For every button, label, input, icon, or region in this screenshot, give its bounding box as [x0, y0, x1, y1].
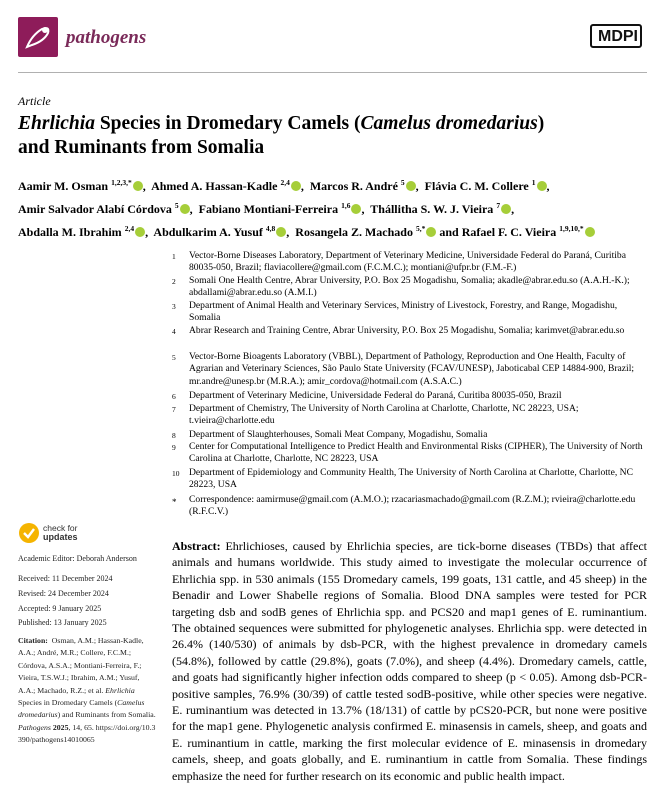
orcid-icon[interactable] [276, 227, 286, 237]
affiliation: Department of Epidemiology and Community Health, The University of North Carolina at Charlotte, Charlotte, NC 28223, USA [189, 467, 633, 491]
affiliation-number: 4 [172, 327, 176, 336]
accepted-date: Accepted: 9 January 2025 [18, 604, 102, 613]
affiliation-number: 2 [172, 277, 176, 286]
correspondence: Correspondence: aamirmuse@gmail.com (A.M.O.); rzacariasmachado@gmail.com (R.Z.M.); rvieira@charlotte.edu (R.F.C.V.) [189, 494, 636, 518]
author[interactable]: Flávia C. M. Collere $^1$ [424, 178, 536, 193]
author[interactable]: Amir Salvador Alabí Córdova $^5$ [18, 201, 179, 216]
publisher-name: MDPI [598, 28, 638, 45]
affiliation-number: 10 [172, 469, 180, 478]
orcid-icon[interactable] [291, 181, 301, 191]
journal-name[interactable]: pathogens [66, 27, 147, 48]
affiliation: Center for Computational Intelligence to Predict Health and Environmental Risks (CIPHER), The University of North Carolina at Charlotte, Charlotte, NC 28223, USA [189, 441, 643, 465]
orcid-icon[interactable] [351, 204, 361, 214]
article-type: Article [18, 94, 51, 108]
title-genus: Ehrlichia [18, 113, 95, 134]
citation-text: Osman, A.M.; Hassan-Kadle, A.A.; André, M.R.; Collere, F.C.M.; Córdova, A.S.A.; Montiani-Ferreira, F.; Vieira, T.S.W.J.; Ibrahim, A.M.; Yusuf, A.A.; Machado, R.Z.; et al. [18, 636, 144, 695]
author[interactable]: Abdulkarim A. Yusuf $^{4,8}$ [153, 224, 276, 239]
header-divider [18, 72, 647, 73]
author[interactable]: Ahmed A. Hassan-Kadle $^{2,4}$ [151, 178, 290, 193]
check-updates-icon [18, 522, 40, 544]
affiliation: Vector-Borne Bioagents Laboratory (VBBL), Department of Pathology, Reproduction and One Health, Faculty of Agrarian and Veterinary Sciences, São Paulo State University (FCAV/UNESP), Jaboticabal CEP 14884-900, Brazil; mr.andre@unesp.br (M.R.A.); amir_cordova@hotmail.com (A.S.A.C.) [189, 351, 635, 387]
affiliation-number: 8 [172, 431, 176, 440]
affiliation-number: 7 [172, 405, 176, 414]
author[interactable]: Abdalla M. Ibrahim $^{2,4}$ [18, 224, 135, 239]
affiliation-number: 3 [172, 302, 176, 311]
check-updates-line2: updates [43, 532, 78, 542]
revised-date: Revised: 24 December 2024 [18, 589, 109, 598]
affiliation: Department of Veterinary Medicine, Universidade Federal do Paraná, Curitiba 80035-050, Brazil [189, 390, 562, 401]
affiliation: Vector-Borne Diseases Laboratory, Department of Veterinary Medicine, Universidade Federal do Paraná, Curitiba 80035-050, Brazil; flaviacollere@gmail.com (F.C.M.C.); montiani@ufpr.br (F.M.-F.) [189, 250, 626, 274]
journal-logo [18, 17, 58, 57]
author[interactable]: Fabiano Montiani-Ferreira $^{1,6}$ [198, 201, 351, 216]
citation: Citation: Osman, A.M.; Hassan-Kadle, A.A.; André, M.R.; Collere, F.C.M.; Córdova, A.S.A.; Montiani-Ferreira, F.; Vieira, T.S.W.J.; Ibrahim, A.M.; Yusuf, A.A.; Machado, R.Z.; et al. Ehrlichia Species in Dromedary Camels (Camelus dromedarius) and Ruminants from Somalia. Pathogens 2025, 14, 65. https://doi.org/10.3390/pathogens14010065 [18, 636, 156, 745]
abstract-label: Abstract: [172, 539, 221, 553]
affiliation-number: 5 [172, 353, 176, 362]
title-close: ) [537, 113, 545, 134]
affiliation: Department of Animal Health and Veterinary Services, Ministry of Livestock, Forestry, and Range, Mogadishu, Somalia [189, 300, 618, 324]
affiliation: Department of Chemistry, The University of North Carolina at Charlotte, Charlotte, NC 28223, USA; t.vieira@charlotte.edu [189, 403, 579, 427]
orcid-icon[interactable] [406, 181, 416, 191]
check-updates-line1: check for [43, 523, 78, 533]
orcid-icon[interactable] [180, 204, 190, 214]
orcid-icon[interactable] [537, 181, 547, 191]
citation-label: Citation: [18, 636, 48, 645]
title-line2: and Ruminants from Somalia [18, 137, 265, 158]
citation-doi-link[interactable]: https://doi.org/10.3390/pathogens14010065 [18, 722, 156, 745]
affiliation-number: 6 [172, 392, 176, 401]
affiliation-number: 1 [172, 252, 176, 261]
orcid-icon[interactable] [585, 227, 595, 237]
abstract-text: Ehrlichioses, caused by Ehrlichia species, are tick-borne diseases (TBDs) that affect animals and humans worldwide. This study aimed to investigate the molecular occurrence of Ehrlichia spp. in 530 animals (155 Dromedary camels, 199 goats, 131 cattle, and 45 sheep) in the Benadir and Lower Shabelle regions of Somalia. Blood DNA samples were tested for PCR targeting dsb and sodB genes of Ehrlichia spp. and PCS20 and map1 genes of E. ruminantium. The obtained sequences were submitted for phylogenetic analyses. Ehrlichia spp. were detected in 26.4% (140/530) of animals by dsb-PCR, with the highest prevalence in dromedary camels (54.8%), followed by cattle (29.8%), goats (7.0%), and sheep (4.4%). Dromedary camels, cattle, and goats had significantly higher infection odds compared to sheep (p < 0.05). Among dsb-PCR-positive samples, 76.9% (30/39) of cattle tested sodB-positive, while other species were negative. E. ruminantium was detected in 13.7% (18/131) of cattle by pCS20-PCR, but none were positive for the map1 gene. Phylogenetic analysis confirmed E. minasensis in camels, sheep, and goats and E. ruminantium in cattle, marking the first molecular evidence of E. minasensis in dromedary camels, sheep, and goats globally, and E. ruminantium in cattle from Somalia. These findings emphasize the need for further research on its economic and public health impact. [172, 539, 647, 783]
affiliation: Department of Slaughterhouses, Somali Meat Company, Mogadishu, Somalia [189, 429, 488, 440]
author[interactable]: Rosangela Z. Machado $^{5,*}$ [295, 224, 426, 239]
affiliation-number: * [172, 497, 177, 507]
author[interactable]: Marcos R. André $^5$ [309, 178, 405, 193]
orcid-icon[interactable] [135, 227, 145, 237]
affiliation: Abrar Research and Training Centre, Abrar University, P.O. Box 25 Mogadishu, Somalia; karimvet@abrar.edu.so [189, 325, 625, 336]
title-species: Camelus dromedarius [360, 113, 538, 134]
orcid-icon[interactable] [501, 204, 511, 214]
orcid-icon[interactable] [426, 227, 436, 237]
affiliation-number: 9 [172, 443, 176, 452]
author[interactable]: Aamir M. Osman $^{1,2,3,*}$ [18, 178, 132, 193]
abstract [172, 538, 647, 784]
article-title [18, 112, 648, 160]
author-list: Aamir M. Osman $^{1,2,3,*}$ , Ahmed A. Hassan-Kadle $^{2,4}$ , Marcos R. André $^5$ , Flávia C. M. Collere $^1$ , Amir Salvador Alabí Córdova $^5$ , Fabiano Montiani-Ferreira $^{1,6}$ , Thállitha S. W. J. Vieira $^7$ , Abdalla M. Ibrahim $^{2,4}$ , Abdulkarim A. Yusuf $^{4,8}$ , Rosangela Z. Machado $^{5,*}$ and Rafael F. C. Vieira $^{1,9,10,*}$ [18, 173, 648, 242]
author[interactable]: Thállitha S. W. J. Vieira $^7$ [370, 201, 501, 216]
author[interactable]: Rafael F. C. Vieira $^{1,9,10,*}$ [461, 224, 584, 239]
pathogen-logo-icon [18, 17, 58, 57]
received-date: Received: 11 December 2024 [18, 574, 113, 583]
title-mid: Species in Dromedary Camels ( [94, 113, 361, 134]
academic-editor: Academic Editor: Deborah Anderson [18, 554, 137, 563]
check-for-updates-badge[interactable] [18, 522, 78, 544]
affiliation: Somali One Health Centre, Abrar University, P.O. Box 25 Mogadishu, Somalia; akadle@abrar.edu.so (A.A.H.-K.); abdallami@abrar.edu.so (A.M.I.) [189, 275, 630, 299]
published-date: Published: 13 January 2025 [18, 618, 107, 627]
orcid-icon[interactable] [133, 181, 143, 191]
